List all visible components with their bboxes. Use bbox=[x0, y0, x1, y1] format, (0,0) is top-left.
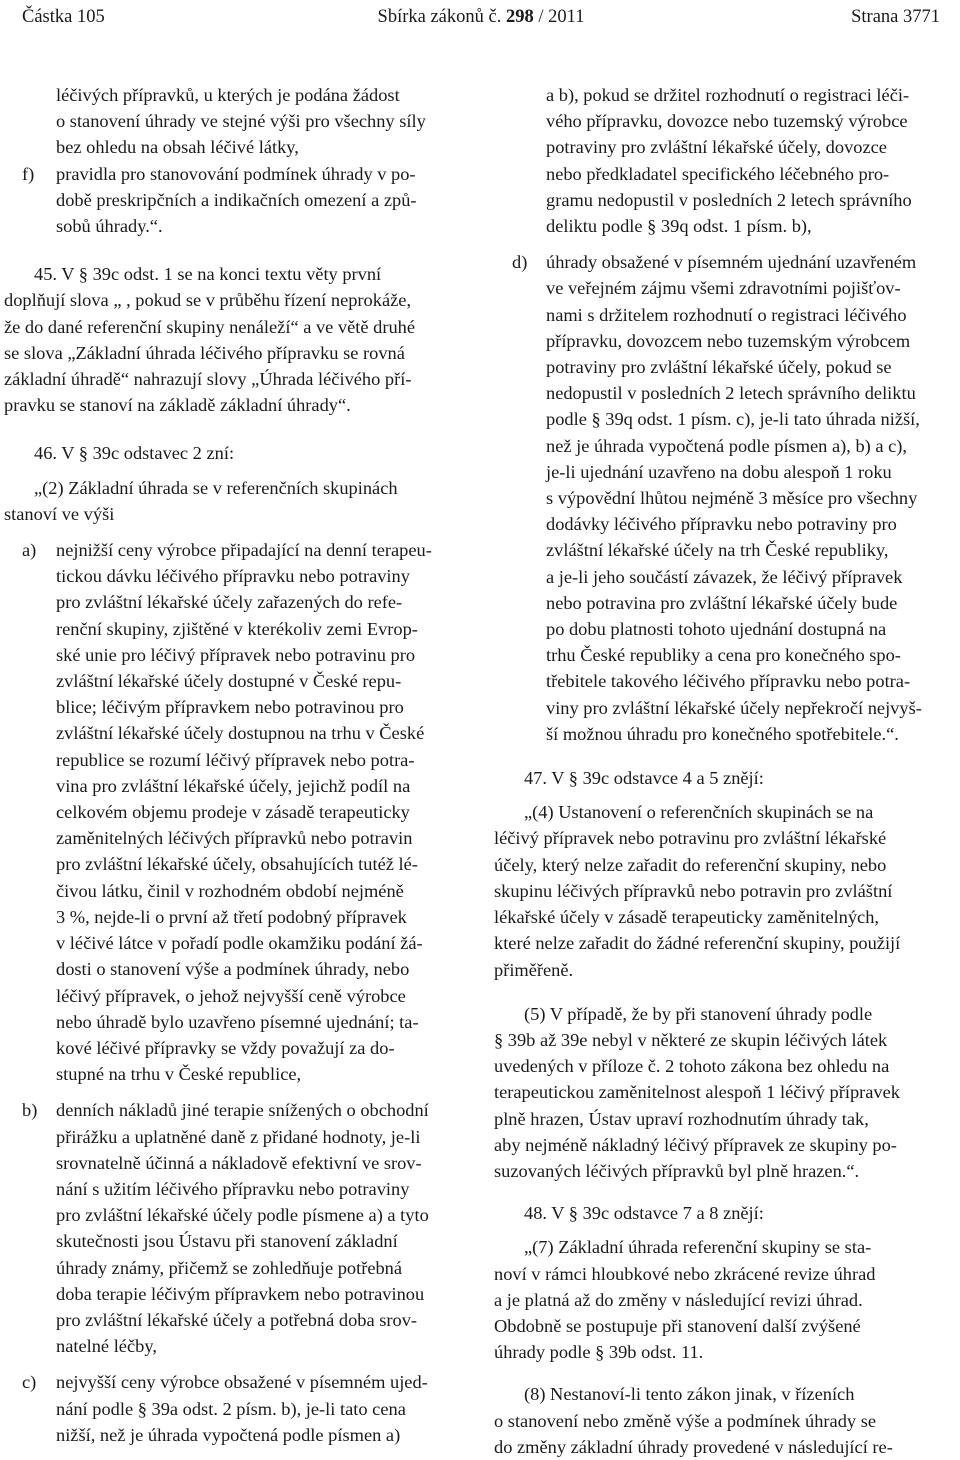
text-line: zvláštní lékařské účely na trh České republiky, bbox=[546, 540, 889, 561]
point-47-subsection-5 bbox=[494, 1001, 958, 1184]
item-marker: f) bbox=[22, 163, 35, 184]
text-line: léčivý přípravek nebo potravinu pro zvláštní lékařské bbox=[494, 828, 887, 849]
text-line: nedopustil v posledních 2 letech správního deliktu bbox=[546, 383, 916, 404]
text-line: doplňují slova „ , pokud se v průběhu řízení neprokáže, bbox=[4, 290, 412, 311]
text-line: stupné na trhu v České republice, bbox=[56, 1064, 302, 1085]
text-line: tickou dávku léčivého přípravku nebo potraviny bbox=[56, 566, 410, 587]
text-line: ve veřejném zájmu všemi zdravotními pojišťov- bbox=[546, 278, 901, 299]
text-line: stanoví ve výši bbox=[4, 503, 115, 524]
text-line: léčivý přípravek, o jehož nejvyšší ceně výrobce bbox=[56, 985, 406, 1006]
text-line: natelné léčby, bbox=[56, 1336, 157, 1357]
text-line: suzovaných léčivých přípravků byl plně hrazen.“. bbox=[494, 1160, 860, 1181]
right-column bbox=[494, 82, 958, 1460]
text-line: republice se rozumí léčivý přípravek nebo potra- bbox=[56, 749, 415, 770]
text-line: podle § 39q odst. 1 písm. c), je-li tato úhrada nižší, bbox=[546, 409, 920, 430]
text-line: deliktu podle § 39q odst. 1 písm. b), bbox=[546, 216, 812, 237]
text-line: čivou látku, činil v rozhodném období nejméně bbox=[56, 880, 404, 901]
text-line: pro zvláštní lékařské účely zařazených do refe- bbox=[56, 592, 403, 613]
text-line: doba terapie léčivým přípravkem nebo potravinou bbox=[56, 1283, 425, 1304]
item-f bbox=[4, 161, 468, 240]
text-line: dosti o stanovení výše a podmínek úhrady, nebo bbox=[56, 959, 410, 980]
point-48-subsection-8 bbox=[494, 1381, 958, 1460]
point-48-heading: 48. V § 39c odstavce 7 a 8 znějí: bbox=[524, 1203, 764, 1224]
text-line: nebo potravina pro zvláštní lékařské účely bude bbox=[546, 592, 898, 613]
text-line: vina pro zvláštní lékařské účely, jejichž podíl na bbox=[56, 775, 411, 796]
text-line: pro zvláštní lékařské účely a potřebná doba srov- bbox=[56, 1309, 418, 1330]
text-line: plně hrazen, Ústav upraví rozhodnutím úhrady tak, bbox=[494, 1108, 869, 1129]
text-line: blice; léčivým přípravkem nebo potravinou pro bbox=[56, 697, 404, 718]
continued-item-text bbox=[56, 82, 468, 161]
text-line: v léčivé látce v pořadí podle okamžiku podání žá- bbox=[56, 933, 423, 954]
text-line: a b), pokud se držitel rozhodnutí o registraci léči- bbox=[546, 85, 910, 105]
text-line: uvedených v příloze č. 2 tohoto zákona bez ohledu na bbox=[494, 1056, 890, 1077]
text-line: terapeutickou zaměnitelnost alespoň 1 léčivý přípravek bbox=[494, 1082, 900, 1103]
text-line: zvláštní lékařské účely dostupnou na trhu v České bbox=[56, 723, 425, 744]
text-line: nejvyšší ceny výrobce obsažené v písemném ujed- bbox=[56, 1372, 428, 1393]
text-line: je-li ujednání uzavřeno na dobu alespoň 1 roku bbox=[546, 461, 892, 482]
text-line: „(4) Ustanovení o referenčních skupinách se na bbox=[524, 802, 874, 823]
text-line: 45. V § 39c odst. 1 se na konci textu věty první bbox=[34, 264, 382, 285]
text-line: kové léčivé přípravky se vždy považují za do- bbox=[56, 1037, 395, 1058]
text-line: o stanovení úhrady ve stejné výši pro všechny síly bbox=[56, 111, 426, 132]
item-b bbox=[4, 1097, 468, 1359]
text-line: potraviny pro zvláštní lékařské účely, pokud se bbox=[546, 357, 892, 378]
text-line: trhu České republiky a cena pro konečného spo- bbox=[546, 645, 901, 666]
text-line: přípravku, dovozcem nebo tuzemským výrobcem bbox=[546, 330, 911, 351]
text-line: skupinu léčivých přípravků nebo potravin pro zvláštní bbox=[494, 880, 893, 901]
text-line: nání s užitím léčivého přípravku nebo potraviny bbox=[56, 1178, 410, 1199]
text-line: srovnatelně účinná a nákladově efektivní ve srov- bbox=[56, 1152, 422, 1173]
text-line: renční skupiny, zjištěné v kterékoliv zemi Evrop- bbox=[56, 618, 418, 639]
text-line: než je úhrada vypočtená podle písmen a), b) a c), bbox=[546, 435, 908, 456]
item-a bbox=[4, 537, 468, 1087]
text-line: o stanovení nebo změně výše a podmínek úhrady se bbox=[494, 1410, 877, 1431]
text-line: (8) Nestanoví-li tento zákon jinak, v řízeních bbox=[524, 1384, 855, 1405]
text-line: vého přípravku, dovozce nebo tuzemský výrobce bbox=[546, 111, 908, 132]
header-collection-prefix: Sbírka zákonů č. bbox=[377, 7, 502, 27]
point-46-intro bbox=[4, 475, 468, 527]
text-line: a je-li jeho součástí závazek, že léčivý přípravek bbox=[546, 566, 903, 587]
text-line: lékařské účely v zásadě terapeuticky zaměnitelných, bbox=[494, 907, 879, 928]
text-line: pravidla pro stanovování podmínek úhrady v po- bbox=[56, 163, 416, 184]
text-line: bez ohledu na obsah léčivé látky, bbox=[56, 137, 299, 158]
item-marker: b) bbox=[22, 1100, 38, 1121]
text-line: gramu nedopustil v posledních 2 letech správního bbox=[546, 189, 912, 210]
point-48-subsection-7 bbox=[494, 1234, 958, 1365]
text-line: základní úhradě“ nahrazují slovy „Úhrada léčivého pří- bbox=[4, 369, 412, 390]
text-line: 3 %, nejde-li o první až třetí podobný přípravek bbox=[56, 906, 407, 927]
text-line: přiměřeně. bbox=[494, 959, 574, 980]
text-line: skutečnosti jsou Ústavu při stanovení základní bbox=[56, 1231, 398, 1252]
point-45 bbox=[4, 261, 468, 418]
text-line: nižší, než je úhrada vypočtená podle písmen a) bbox=[56, 1424, 401, 1445]
left-column bbox=[4, 82, 468, 1448]
text-line: nami s držitelem rozhodnutí o registraci léčivého bbox=[546, 304, 907, 325]
text-line: pro zvláštní lékařské účely podle písmene a) a tyto bbox=[56, 1205, 429, 1226]
text-line: a je platná až do změny v následující revizi úhrad. bbox=[494, 1289, 863, 1310]
text-line: ší možnou úhradu pro konečného spotřebitele.“. bbox=[546, 723, 899, 744]
text-line: přirážku a uplatněné daně z přidané hodnoty, je-li bbox=[56, 1126, 421, 1147]
item-marker: a) bbox=[22, 540, 37, 561]
header-year: / 2011 bbox=[533, 7, 585, 27]
page-header bbox=[22, 4, 940, 30]
item-c bbox=[4, 1369, 468, 1448]
text-line: viny pro zvláštní lékařské účely nepřekročí nejvyš- bbox=[546, 697, 922, 718]
text-line: zaměnitelných léčivých přípravků nebo potravin bbox=[56, 828, 413, 849]
header-law-number: 298 bbox=[505, 7, 534, 27]
text-line: době preskripčních a indikačních omezení a způ- bbox=[56, 189, 417, 210]
text-line: sobů úhrady.“. bbox=[56, 216, 163, 237]
text-line: léčivých přípravků, u kterých je podána žádost bbox=[56, 85, 400, 105]
text-line: s výpovědní lhůtou nejméně 3 měsíce pro všechny bbox=[546, 488, 918, 509]
text-line: nebo předkladatel specifického léčebného pro- bbox=[546, 163, 890, 184]
text-line: že do dané referenční skupiny nenáleží“ a ve větě druhé bbox=[4, 316, 416, 337]
text-line: „(2) Základní úhrada se v referenčních skupinách bbox=[34, 477, 398, 498]
text-line: pro zvláštní lékařské účely, obsahujících tutéž lé- bbox=[56, 854, 418, 875]
text-line: dodávky léčivého přípravku nebo potraviny pro bbox=[546, 514, 897, 535]
text-line: nebo úhradě bylo uzavřeno písemné ujednání; ta- bbox=[56, 1011, 419, 1032]
text-line: § 39b až 39e nebyl v některé ze skupin léčivých látek bbox=[494, 1029, 888, 1050]
text-line: aby nejméně nákladný léčivý přípravek ze skupiny po- bbox=[494, 1134, 897, 1155]
item-marker: c) bbox=[22, 1372, 37, 1393]
text-line: zvláštní lékařské účely dostupné v České repu- bbox=[56, 671, 402, 692]
continued-item-c-text bbox=[546, 82, 958, 239]
header-part-label: Částka 105 bbox=[22, 7, 105, 27]
text-line: denních nákladů jiné terapie snížených o obchodní bbox=[56, 1100, 429, 1121]
text-line: nání podle § 39a odst. 2 písm. b), je-li tato cena bbox=[56, 1398, 406, 1419]
text-line: (5) V případě, že by při stanovení úhrady podle bbox=[524, 1003, 873, 1024]
text-line: potraviny pro zvláštní lékařské účely, dovozce bbox=[546, 137, 887, 158]
text-line: úhrady obsažené v písemném ujednání uzavřeném bbox=[546, 252, 917, 273]
point-46-heading: 46. V § 39c odstavec 2 zní: bbox=[34, 443, 235, 464]
header-page-label: Strana 3771 bbox=[851, 7, 940, 27]
text-line: účely, který nelze zařadit do referenční skupiny, nebo bbox=[494, 854, 887, 875]
text-line: ské unie pro léčivý přípravek nebo potravinu pro bbox=[56, 644, 416, 665]
text-line: celkovém objemu prodeje v zásadě terapeuticky bbox=[56, 802, 410, 823]
text-line: se slova „Základní úhrada léčivého přípravku se rovná bbox=[4, 342, 405, 363]
text-line: úhrady známy, přičemž se zohledňuje potřebná bbox=[56, 1257, 403, 1278]
text-line: do změny základní úhrady provedené v následující re- bbox=[494, 1436, 893, 1457]
point-47-subsection-4 bbox=[494, 799, 958, 982]
text-line: úhrady podle § 39b odst. 11. bbox=[494, 1342, 704, 1363]
text-line: po dobu platnosti tohoto ujednání dostupná na bbox=[546, 619, 887, 640]
point-47-heading: 47. V § 39c odstavce 4 a 5 znějí: bbox=[524, 768, 764, 789]
text-line: které nelze zařadit do žádné referenční skupiny, použijí bbox=[494, 933, 901, 954]
text-line: noví v rámci hloubkové nebo zkrácené revize úhrad bbox=[494, 1263, 876, 1284]
text-line: nejnižší ceny výrobce připadající na denní terapeu- bbox=[56, 540, 432, 561]
item-marker: d) bbox=[512, 252, 528, 273]
text-line: třebitele takového léčivého přípravku nebo potra- bbox=[546, 671, 911, 692]
text-line: pravku se stanoví na základě základní úhrady“. bbox=[4, 395, 351, 416]
text-line: „(7) Základní úhrada referenční skupiny se sta- bbox=[524, 1237, 872, 1258]
header-collection-label bbox=[22, 4, 940, 30]
item-d bbox=[494, 249, 958, 747]
text-line: Obdobně se postupuje při stanovení další zvýšené bbox=[494, 1315, 861, 1336]
